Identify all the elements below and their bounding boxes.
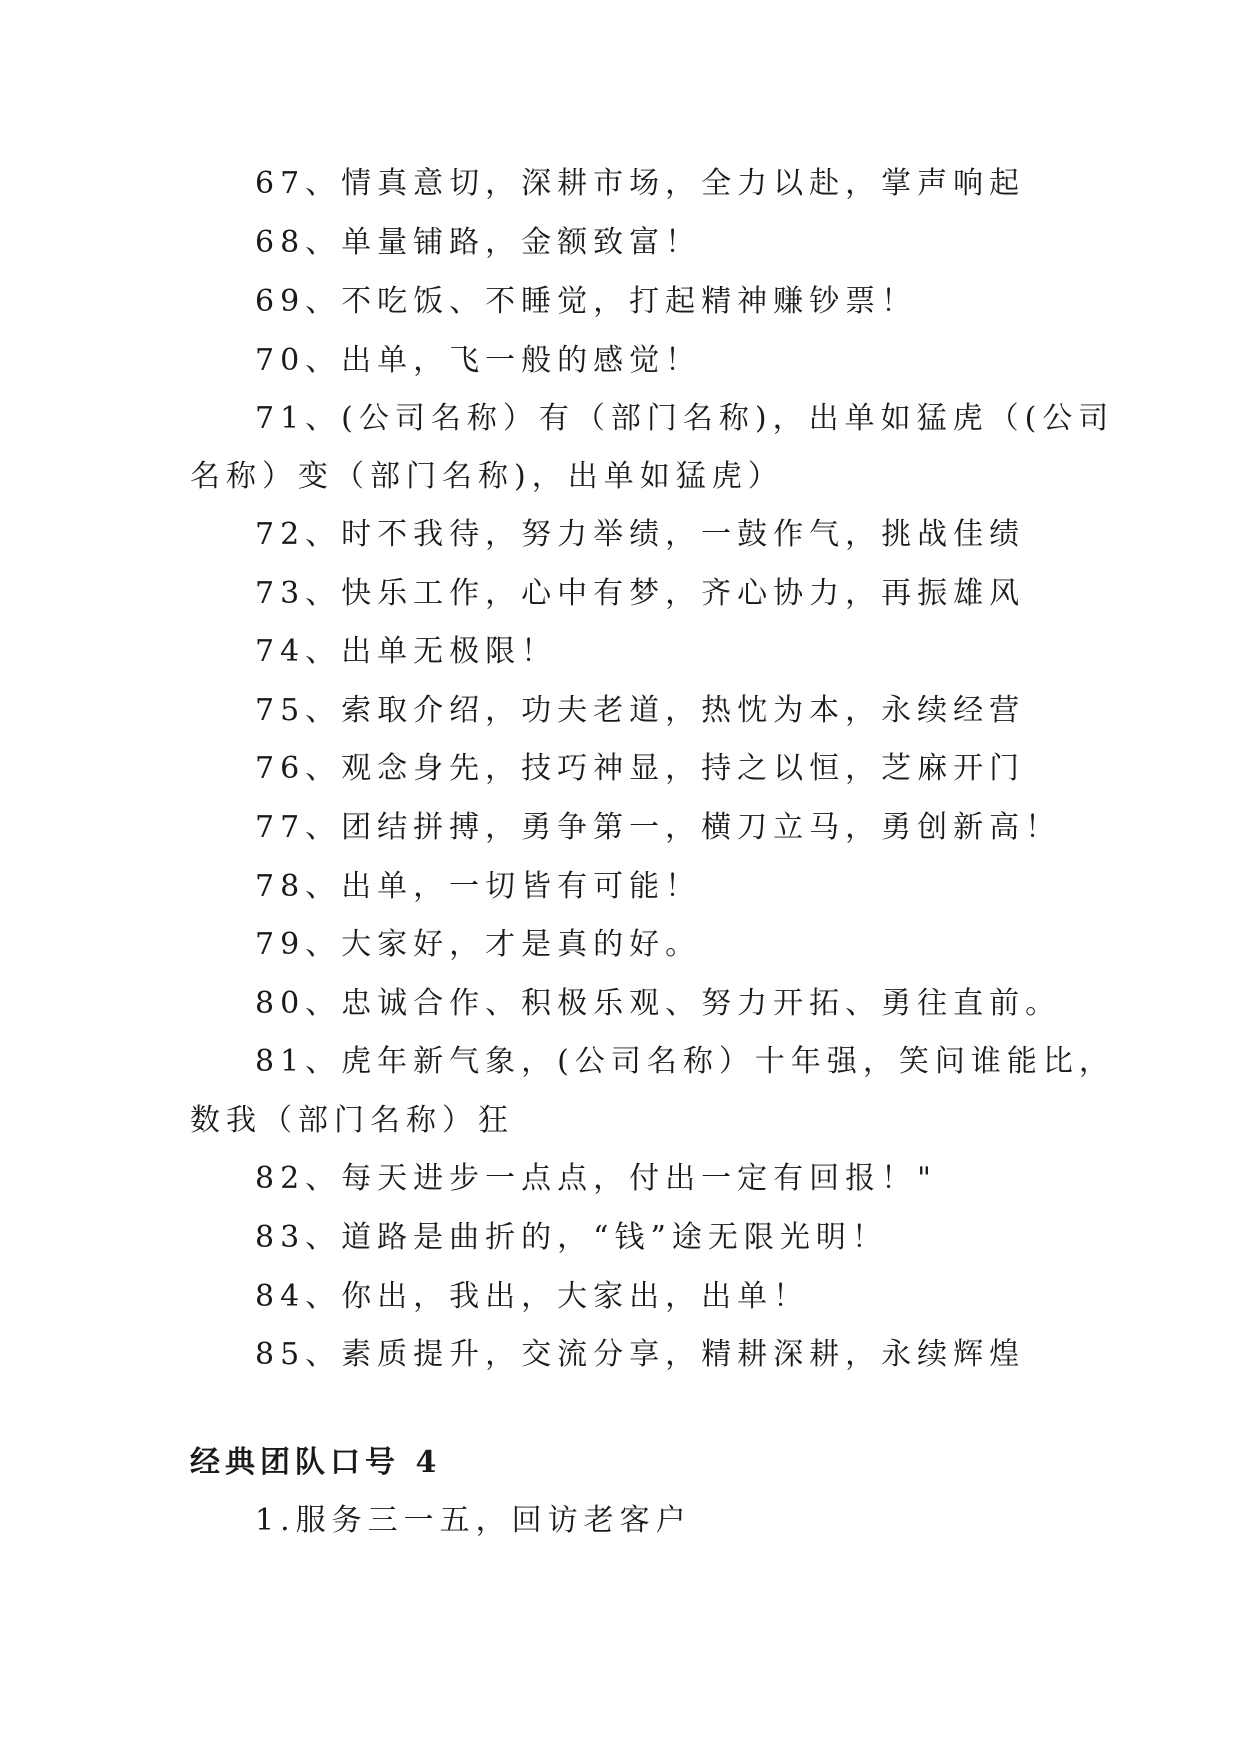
slogan-line-72: 72、时不我待，努力举绩，一鼓作气，挑战佳绩 xyxy=(255,517,1026,552)
slogan-line-70: 70、出单，飞一般的感觉！ xyxy=(255,343,702,378)
slogan-line-68: 68、单量铺路，金额致富！ xyxy=(255,225,702,260)
slogan-line-82: 82、每天进步一点点，付出一定有回报！" xyxy=(255,1161,937,1196)
slogan-line-78: 78、出单，一切皆有可能！ xyxy=(255,869,702,904)
slogan-line-83: 83、道路是曲折的，“钱”途无限光明！ xyxy=(255,1220,888,1255)
section-heading: 经典团队口号 4 xyxy=(190,1445,442,1480)
slogan-line-67: 67、情真意切，深耕市场，全力以赴，掌声响起 xyxy=(255,166,1026,201)
slogan-line-74: 74、出单无极限！ xyxy=(255,634,558,669)
slogan-line-76: 76、观念身先，技巧神显，持之以恒，芝麻开门 xyxy=(255,751,1026,786)
slogan-line-69: 69、不吃饭、不睡觉，打起精神赚钞票！ xyxy=(255,284,918,319)
slogan-line-79: 79、大家好，才是真的好。 xyxy=(255,927,702,962)
slogan-line-81-continued: 数我（部门名称）狂 xyxy=(190,1103,514,1138)
slogan-line-75: 75、索取介绍，功夫老道，热忱为本，永续经营 xyxy=(255,693,1026,728)
slogan-line-73: 73、快乐工作，心中有梦，齐心协力，再振雄风 xyxy=(255,576,1026,611)
slogan-line-77: 77、团结拼搏，勇争第一，横刀立马，勇创新高！ xyxy=(255,810,1062,845)
slogan-line-71: 71、(公司名称）有（部门名称)，出单如猛虎（(公司 xyxy=(255,401,1115,436)
slogan-line-84: 84、你出，我出，大家出，出单！ xyxy=(255,1279,810,1314)
slogan-line-71-continued: 名称）变（部门名称)，出单如猛虎） xyxy=(190,459,784,494)
slogan-line-80: 80、忠诚合作、积极乐观、努力开拓、勇往直前。 xyxy=(255,986,1062,1021)
section-slogan-line-1: 1.服务三一五，回访老客户 xyxy=(255,1503,692,1538)
slogan-line-85: 85、素质提升，交流分享，精耕深耕，永续辉煌 xyxy=(255,1337,1026,1372)
slogan-line-81: 81、虎年新气象，(公司名称）十年强，笑问谁能比， xyxy=(255,1044,1115,1079)
